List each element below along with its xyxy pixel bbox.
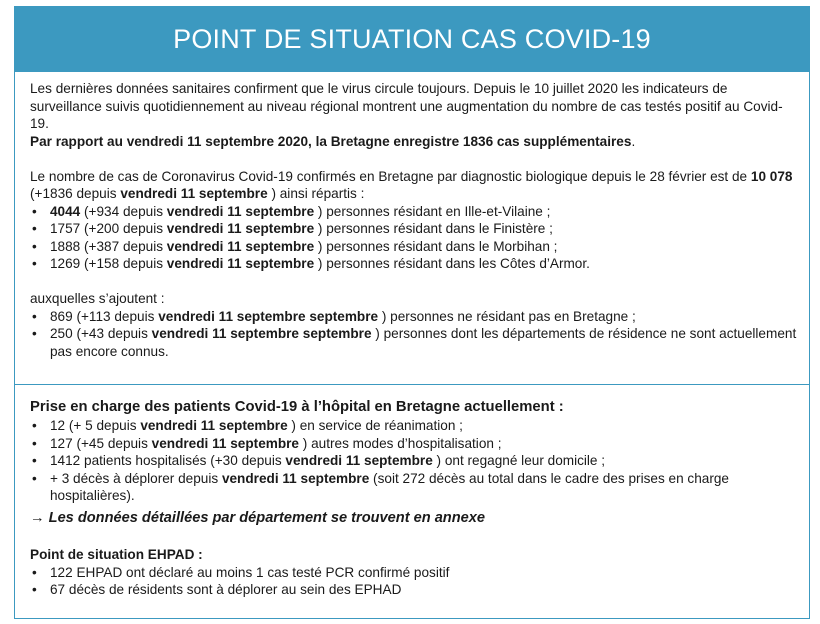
hospital-section: [30, 398, 800, 599]
cases-line: Le nombre de cas de Coronavirus Covid-19 confirmés en Bretagne par diagnostic biologique depuis le 28 février est de: [30, 168, 751, 184]
item-date: vendredi 11 septembre: [166, 221, 315, 236]
item-date: vendredi 11 septembre: [221, 470, 370, 486]
item-text: (+200 depuis: [80, 221, 167, 236]
list-item: • 122 EHPAD ont déclaré au moins 1 cas testé PCR confirmé positif: [30, 564, 800, 582]
cases-section: [30, 80, 800, 360]
item-date: vendredi 11 septembre: [151, 435, 299, 451]
page-title: POINT DE SITUATION CAS COVID-19: [173, 23, 651, 54]
additional-list: [30, 308, 800, 361]
cases-total: 10 078: [750, 168, 793, 184]
item-text: (+387 depuis: [80, 238, 167, 254]
item-count: 1757: [50, 221, 81, 236]
ehpad-list: [30, 564, 800, 599]
item-text: ) personnes résidant dans les Côtes d’Armor.: [314, 256, 590, 271]
item-text: (soit 272 décès au total dans le cadre des prises en charge hospitalières).: [50, 470, 729, 503]
hospital-heading: Prise en charge des patients Covid-19 à l’hôpital en Bretagne actuellement :: [30, 399, 564, 415]
item-text: ) personnes ne résidant pas en Bretagne ;: [378, 308, 636, 324]
list-item: [30, 220, 800, 238]
item-count: 4044: [50, 203, 81, 219]
ehpad-heading: [30, 546, 800, 564]
item-text: (+158 depuis: [80, 256, 167, 271]
item-text: 869 (+113 depuis: [50, 308, 159, 324]
list-item: [30, 203, 800, 221]
list-item: • 67 décès de résidents sont à déplorer au sein des EPHAD: [30, 581, 800, 599]
item-date: vendredi 11 septembre: [166, 238, 315, 254]
item-date: vendredi 11 septembre septembre: [151, 326, 372, 341]
item-text: ) personnes résidant en Ille-et-Vilaine ;: [314, 203, 551, 219]
cases-intro: [30, 168, 800, 203]
item-date: vendredi 11 septembre: [285, 453, 433, 468]
item-text: 1412 patients hospitalisés (+30 depuis: [50, 453, 286, 468]
item-text: 12 (+ 5 depuis: [50, 418, 141, 433]
cases-date: vendredi 11 septembre: [120, 186, 268, 201]
item-text: ) autres modes d’hospitalisation ;: [299, 435, 502, 451]
item-count: 1888: [50, 238, 81, 254]
list-item: [30, 325, 800, 360]
item-date: vendredi 11 septembre septembre: [158, 308, 379, 324]
highlight-bold: Par rapport au vendredi 11 septembre 2020, la Bretagne enregistre 1836 cas supplémentaires: [30, 133, 632, 149]
list-item: [30, 417, 800, 435]
list-item: [30, 470, 800, 505]
item-text: ) personnes résidant dans le Finistère ;: [314, 221, 553, 236]
highlight-paragraph: [30, 133, 800, 151]
item-text: 250 (+43 depuis: [50, 326, 152, 341]
item-date: vendredi 11 septembre: [140, 418, 288, 433]
title-banner: [14, 6, 810, 72]
item-text: ) personnes résidant dans le Morbihan ;: [314, 238, 558, 254]
ehpad-heading-text: Point de situation EHPAD :: [30, 547, 203, 562]
item-text: ) ont regagné leur domicile ;: [432, 453, 606, 468]
item-date: vendredi 11 septembre: [166, 256, 315, 271]
item-text: ) personnes dont les départements de résidence ne sont actuellement pas encore connus.: [50, 326, 797, 359]
intro-paragraph: Les dernières données sanitaires confirment que le virus circule toujours. Depuis le 10 juillet 2020 les indicateurs de surveillance suivis quotidiennement au niveau régional montrent une augmentation du nombre de cas testés positif au Covid-19.: [30, 81, 783, 131]
highlight-end: .: [631, 133, 636, 149]
list-item: [30, 308, 800, 326]
item-text: (+934 depuis: [80, 203, 167, 219]
item-text: 127 (+45 depuis: [50, 435, 152, 451]
list-item: [30, 435, 800, 453]
cases-mid: (+1836 depuis: [30, 186, 121, 201]
list-item: [30, 238, 800, 256]
annex-note: → Les données détaillées par département se trouvent en annexe: [30, 509, 485, 526]
list-item: [30, 452, 800, 470]
cases-end: ) ainsi répartis :: [267, 186, 365, 201]
item-text: ) en service de réanimation ;: [287, 418, 463, 433]
item-date: vendredi 11 septembre: [166, 203, 315, 219]
item-text: + 3 décès à déplorer depuis: [50, 470, 222, 486]
list-item: [30, 255, 800, 273]
department-list: [30, 203, 800, 273]
item-count: 1269: [50, 256, 81, 271]
additional-intro: auxquelles s’ajoutent :: [30, 291, 165, 306]
section-divider: [14, 384, 810, 385]
hospital-list: [30, 417, 800, 505]
